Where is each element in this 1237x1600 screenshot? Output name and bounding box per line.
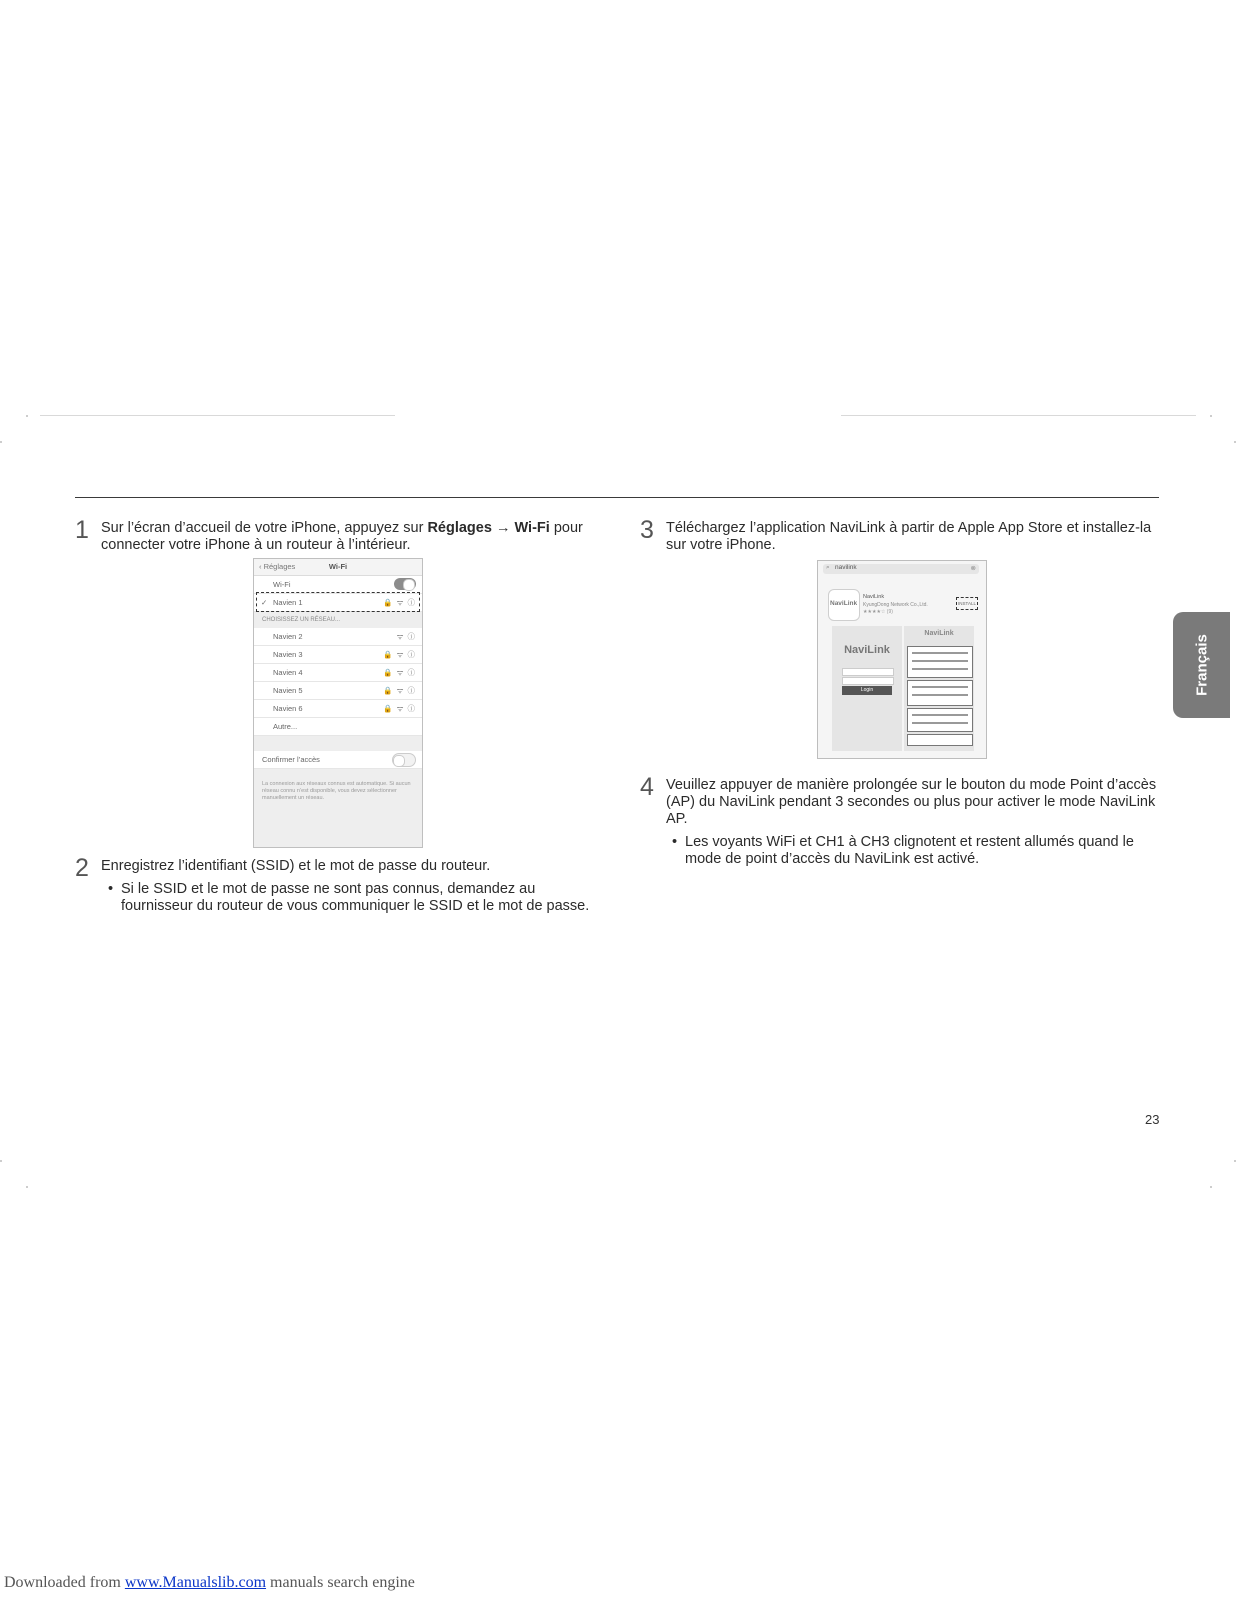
check-icon: ✓ xyxy=(261,598,268,607)
language-tab: Français xyxy=(1173,612,1230,718)
lock-wifi-info-icon: 🔒 ᯤ ⓘ xyxy=(383,650,416,659)
bullet-item: • Si le SSID et le mot de passe ne sont pas connus, demandez au fournisseur du routeur de vous communiquer le SSID et le mot de passe. xyxy=(108,881,590,914)
clear-icon: ⊗ xyxy=(970,565,976,572)
preview-field xyxy=(842,668,894,676)
app-name: NaviLink xyxy=(863,594,885,600)
network-row: Navien 2 ᯤ ⓘ xyxy=(254,628,422,646)
search-bar: ⌕ navilink ⊗ xyxy=(823,564,979,574)
search-icon: ⌕ xyxy=(826,564,830,571)
settings-label: Réglages xyxy=(427,520,492,536)
step-3 xyxy=(640,516,1170,560)
lock-wifi-info-icon: 🔒 ᯤ ⓘ xyxy=(383,598,416,607)
step-1 xyxy=(75,516,595,560)
install-button: INSTALL xyxy=(956,597,978,610)
confirm-toggle xyxy=(392,753,416,767)
bullet-item: • Les voyants WiFi et CH1 à CH3 clignotent et restent allumés quand le mode de point d’accès du NaviLink est activé. xyxy=(672,834,1134,867)
highlight-box xyxy=(256,592,420,612)
crop-dot xyxy=(1210,1186,1212,1188)
crop-dot xyxy=(0,441,2,443)
footer: Downloaded from www.Manualslib.com manuals search engine xyxy=(4,1574,415,1591)
wifi-label: Wi-Fi xyxy=(514,520,550,536)
app-rating: ★★★★☆ (9) xyxy=(863,609,893,615)
preview-panel xyxy=(907,734,973,746)
crop-mark-top-right xyxy=(841,415,1196,416)
section-label: CHOISISSEZ UN RÉSEAU... xyxy=(262,617,341,623)
crop-dot xyxy=(1210,415,1212,417)
app-developer: KyungDong Network Co.,Ltd. xyxy=(863,602,928,608)
network-row: Navien 6 🔒 ᯤ ⓘ xyxy=(254,700,422,718)
wifi-settings-screenshot xyxy=(253,558,423,848)
appstore-screenshot xyxy=(817,560,987,759)
wifi-info-icon: ᯤ ⓘ xyxy=(396,632,416,641)
lock-wifi-info-icon: 🔒 ᯤ ⓘ xyxy=(383,686,416,695)
preview-panel xyxy=(907,708,973,732)
step-number: 4 xyxy=(640,773,654,801)
header-rule xyxy=(75,497,1159,498)
network-row: Navien 4 🔒 ᯤ ⓘ xyxy=(254,664,422,682)
preview-field xyxy=(842,677,894,685)
crop-dot xyxy=(26,415,28,417)
step-text: Téléchargez l’application NaviLink à partir de Apple App Store et installez-la sur votre iPhone. xyxy=(666,520,1152,553)
wifi-toggle-row: Wi-Fi xyxy=(254,576,422,594)
app-icon: NaviLink xyxy=(828,589,860,621)
step-text: Sur l’écran d’accueil de votre iPhone, appuyez sur Réglages → Wi-Fi pour connecter votre iPhone à un routeur à l’intérieur. xyxy=(101,520,583,553)
connected-network-row: ✓ Navien 1 🔒 ᯤ ⓘ xyxy=(254,594,422,612)
preview-panel xyxy=(907,680,973,706)
lock-wifi-info-icon: 🔒 ᯤ ⓘ xyxy=(383,704,416,713)
step-number: 2 xyxy=(75,854,89,882)
other-network-row: Autre... xyxy=(254,718,422,736)
crop-dot xyxy=(0,1160,2,1162)
step-number: 1 xyxy=(75,516,89,544)
step-text: Enregistrez l’identifiant (SSID) et le mot de passe du routeur. xyxy=(101,858,491,874)
screen-title: Wi-Fi xyxy=(328,562,348,571)
network-row: Navien 5 🔒 ᯤ ⓘ xyxy=(254,682,422,700)
step-text: Veuillez appuyer de manière prolongée sur le bouton du mode Point d’accès (AP) du NaviLink pendant 3 secondes ou plus pour activer le mode NaviLink AP. xyxy=(666,777,1157,827)
manualslib-link[interactable]: www.Manualslib.com xyxy=(124,1574,267,1591)
crop-dot xyxy=(26,1186,28,1188)
crop-dot xyxy=(1234,1160,1236,1162)
page-number: 23 xyxy=(1145,1112,1160,1127)
app-preview-status: NaviLink xyxy=(904,626,974,751)
wifi-toggle xyxy=(394,578,416,590)
crop-dot xyxy=(1234,441,1236,443)
lock-wifi-info-icon: 🔒 ᯤ ⓘ xyxy=(383,668,416,677)
network-row: Navien 3 🔒 ᯤ ⓘ xyxy=(254,646,422,664)
wifi-note: La connexion aux réseaux connus est automatique. Si aucun réseau connu n’est disponible, vous devez sélectionner manuellement un réseau. xyxy=(262,781,411,801)
step-4 xyxy=(640,773,1180,877)
back-button: ‹ Réglages xyxy=(259,562,296,571)
app-preview-login: NaviLink Login xyxy=(832,626,902,751)
preview-panel xyxy=(907,646,973,678)
confirm-access-row: Confirmer l’accès xyxy=(254,751,422,769)
step-2 xyxy=(75,854,605,918)
crop-mark-top-left xyxy=(40,415,395,416)
step-number: 3 xyxy=(640,516,654,544)
preview-login-button: Login xyxy=(842,686,892,695)
nav-bar xyxy=(254,559,422,576)
